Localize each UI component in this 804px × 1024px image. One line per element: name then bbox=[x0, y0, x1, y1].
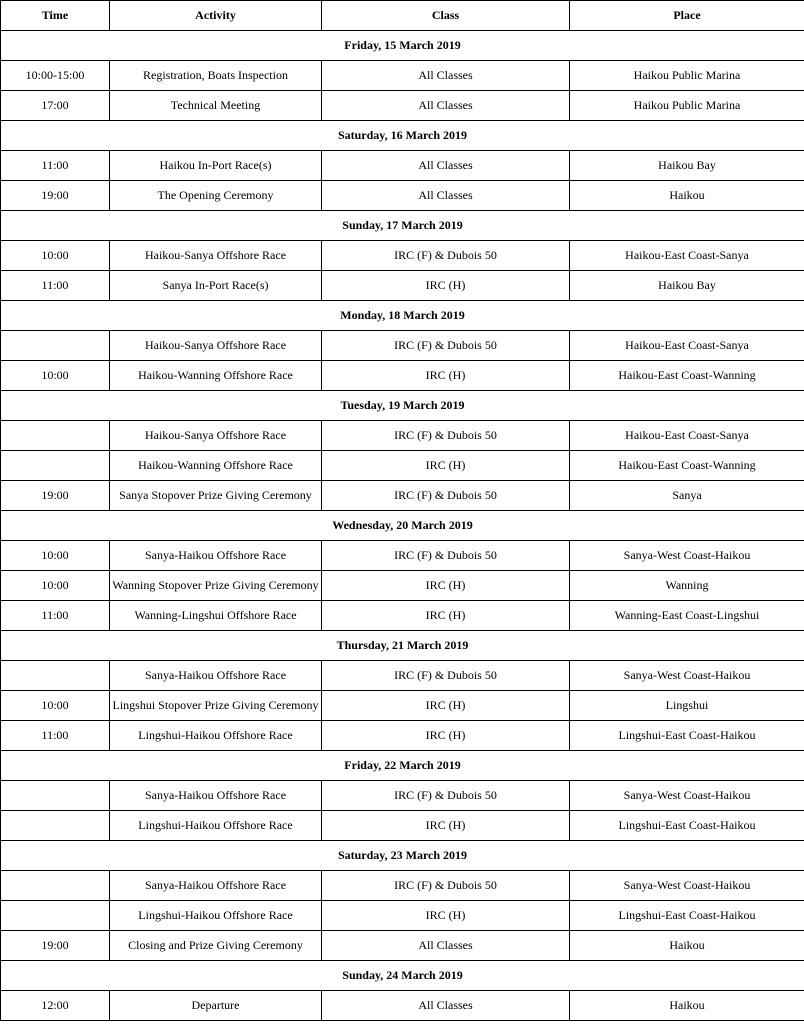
activity-cell: Haikou-Sanya Offshore Race bbox=[110, 331, 322, 361]
place-cell: Haikou Public Marina bbox=[570, 91, 804, 121]
place-cell: Haikou-East Coast-Sanya bbox=[570, 421, 804, 451]
class-cell: IRC (F) & Dubois 50 bbox=[322, 331, 570, 361]
class-cell: IRC (F) & Dubois 50 bbox=[322, 661, 570, 691]
time-cell: 19:00 bbox=[1, 181, 110, 211]
activity-cell: Sanya-Haikou Offshore Race bbox=[110, 871, 322, 901]
place-cell: Haikou Bay bbox=[570, 151, 804, 181]
header-place: Place bbox=[570, 1, 804, 31]
day-heading: Saturday, 23 March 2019 bbox=[1, 841, 804, 871]
schedule-row bbox=[1, 241, 804, 271]
activity-cell: Sanya-Haikou Offshore Race bbox=[110, 541, 322, 571]
schedule-row bbox=[1, 871, 804, 901]
activity-cell: Departure bbox=[110, 991, 322, 1021]
date-row bbox=[1, 31, 804, 61]
schedule-body bbox=[1, 31, 804, 1021]
activity-cell: Registration, Boats Inspection bbox=[110, 61, 322, 91]
header-class: Class bbox=[322, 1, 570, 31]
day-heading: Thursday, 21 March 2019 bbox=[1, 631, 804, 661]
class-cell: IRC (H) bbox=[322, 691, 570, 721]
place-cell: Lingshui bbox=[570, 691, 804, 721]
class-cell: IRC (H) bbox=[322, 601, 570, 631]
class-cell: IRC (H) bbox=[322, 271, 570, 301]
place-cell: Lingshui-East Coast-Haikou bbox=[570, 721, 804, 751]
schedule-row bbox=[1, 901, 804, 931]
schedule-row bbox=[1, 661, 804, 691]
schedule-row bbox=[1, 361, 804, 391]
place-cell: Sanya-West Coast-Haikou bbox=[570, 661, 804, 691]
activity-cell: The Opening Ceremony bbox=[110, 181, 322, 211]
day-heading: Saturday, 16 March 2019 bbox=[1, 121, 804, 151]
class-cell: IRC (H) bbox=[322, 571, 570, 601]
schedule-row bbox=[1, 151, 804, 181]
header-time: Time bbox=[1, 1, 110, 31]
time-cell bbox=[1, 421, 110, 451]
schedule-row bbox=[1, 61, 804, 91]
activity-cell: Lingshui-Haikou Offshore Race bbox=[110, 901, 322, 931]
class-cell: IRC (H) bbox=[322, 811, 570, 841]
activity-cell: Sanya Stopover Prize Giving Ceremony bbox=[110, 481, 322, 511]
class-cell: All Classes bbox=[322, 91, 570, 121]
time-cell bbox=[1, 451, 110, 481]
time-cell: 19:00 bbox=[1, 481, 110, 511]
date-row bbox=[1, 391, 804, 421]
time-cell bbox=[1, 781, 110, 811]
class-cell: IRC (F) & Dubois 50 bbox=[322, 481, 570, 511]
place-cell: Sanya bbox=[570, 481, 804, 511]
activity-cell: Haikou-Sanya Offshore Race bbox=[110, 241, 322, 271]
place-cell: Haikou Bay bbox=[570, 271, 804, 301]
class-cell: IRC (H) bbox=[322, 901, 570, 931]
date-row bbox=[1, 511, 804, 541]
class-cell: All Classes bbox=[322, 151, 570, 181]
activity-cell: Lingshui-Haikou Offshore Race bbox=[110, 811, 322, 841]
activity-cell: Lingshui Stopover Prize Giving Ceremony bbox=[110, 691, 322, 721]
time-cell: 10:00 bbox=[1, 241, 110, 271]
time-cell: 10:00 bbox=[1, 571, 110, 601]
place-cell: Haikou-East Coast-Wanning bbox=[570, 361, 804, 391]
day-heading: Monday, 18 March 2019 bbox=[1, 301, 804, 331]
schedule-row bbox=[1, 781, 804, 811]
activity-cell: Sanya-Haikou Offshore Race bbox=[110, 661, 322, 691]
place-cell: Wanning-East Coast-Lingshui bbox=[570, 601, 804, 631]
schedule-row bbox=[1, 721, 804, 751]
time-cell bbox=[1, 331, 110, 361]
schedule-row bbox=[1, 421, 804, 451]
time-cell bbox=[1, 871, 110, 901]
day-heading: Tuesday, 19 March 2019 bbox=[1, 391, 804, 421]
place-cell: Lingshui-East Coast-Haikou bbox=[570, 811, 804, 841]
time-cell: 11:00 bbox=[1, 271, 110, 301]
schedule-header bbox=[1, 1, 804, 31]
time-cell: 12:00 bbox=[1, 991, 110, 1021]
day-heading: Sunday, 24 March 2019 bbox=[1, 961, 804, 991]
date-row bbox=[1, 121, 804, 151]
place-cell: Haikou bbox=[570, 931, 804, 961]
time-cell: 17:00 bbox=[1, 91, 110, 121]
time-cell: 11:00 bbox=[1, 151, 110, 181]
schedule-row bbox=[1, 601, 804, 631]
schedule-row bbox=[1, 271, 804, 301]
class-cell: All Classes bbox=[322, 61, 570, 91]
class-cell: IRC (H) bbox=[322, 721, 570, 751]
place-cell: Wanning bbox=[570, 571, 804, 601]
schedule-row bbox=[1, 541, 804, 571]
place-cell: Haikou Public Marina bbox=[570, 61, 804, 91]
activity-cell: Haikou In-Port Race(s) bbox=[110, 151, 322, 181]
class-cell: All Classes bbox=[322, 931, 570, 961]
schedule-row bbox=[1, 991, 804, 1021]
class-cell: All Classes bbox=[322, 991, 570, 1021]
date-row bbox=[1, 961, 804, 991]
activity-cell: Sanya-Haikou Offshore Race bbox=[110, 781, 322, 811]
class-cell: All Classes bbox=[322, 181, 570, 211]
activity-cell: Wanning Stopover Prize Giving Ceremony bbox=[110, 571, 322, 601]
time-cell bbox=[1, 661, 110, 691]
time-cell: 11:00 bbox=[1, 601, 110, 631]
place-cell: Haikou-East Coast-Sanya bbox=[570, 241, 804, 271]
date-row bbox=[1, 301, 804, 331]
class-cell: IRC (F) & Dubois 50 bbox=[322, 241, 570, 271]
time-cell: 10:00 bbox=[1, 691, 110, 721]
time-cell: 19:00 bbox=[1, 931, 110, 961]
day-heading: Friday, 15 March 2019 bbox=[1, 31, 804, 61]
time-cell bbox=[1, 901, 110, 931]
place-cell: Lingshui-East Coast-Haikou bbox=[570, 901, 804, 931]
header-activity: Activity bbox=[110, 1, 322, 31]
place-cell: Sanya-West Coast-Haikou bbox=[570, 871, 804, 901]
activity-cell: Lingshui-Haikou Offshore Race bbox=[110, 721, 322, 751]
schedule-row bbox=[1, 181, 804, 211]
activity-cell: Haikou-Wanning Offshore Race bbox=[110, 361, 322, 391]
class-cell: IRC (H) bbox=[322, 451, 570, 481]
class-cell: IRC (F) & Dubois 50 bbox=[322, 541, 570, 571]
time-cell: 11:00 bbox=[1, 721, 110, 751]
time-cell: 10:00-15:00 bbox=[1, 61, 110, 91]
time-cell: 10:00 bbox=[1, 361, 110, 391]
schedule-row bbox=[1, 331, 804, 361]
place-cell: Sanya-West Coast-Haikou bbox=[570, 781, 804, 811]
activity-cell: Closing and Prize Giving Ceremony bbox=[110, 931, 322, 961]
activity-cell: Sanya In-Port Race(s) bbox=[110, 271, 322, 301]
place-cell: Haikou-East Coast-Wanning bbox=[570, 451, 804, 481]
activity-cell: Haikou-Wanning Offshore Race bbox=[110, 451, 322, 481]
date-row bbox=[1, 211, 804, 241]
activity-cell: Haikou-Sanya Offshore Race bbox=[110, 421, 322, 451]
schedule-row bbox=[1, 811, 804, 841]
place-cell: Haikou-East Coast-Sanya bbox=[570, 331, 804, 361]
date-row bbox=[1, 631, 804, 661]
schedule-row bbox=[1, 691, 804, 721]
place-cell: Sanya-West Coast-Haikou bbox=[570, 541, 804, 571]
activity-cell: Technical Meeting bbox=[110, 91, 322, 121]
class-cell: IRC (F) & Dubois 50 bbox=[322, 871, 570, 901]
class-cell: IRC (F) & Dubois 50 bbox=[322, 781, 570, 811]
time-cell bbox=[1, 811, 110, 841]
day-heading: Friday, 22 March 2019 bbox=[1, 751, 804, 781]
class-cell: IRC (F) & Dubois 50 bbox=[322, 421, 570, 451]
activity-cell: Wanning-Lingshui Offshore Race bbox=[110, 601, 322, 631]
date-row bbox=[1, 841, 804, 871]
day-heading: Wednesday, 20 March 2019 bbox=[1, 511, 804, 541]
schedule-row bbox=[1, 931, 804, 961]
schedule-row bbox=[1, 571, 804, 601]
class-cell: IRC (H) bbox=[322, 361, 570, 391]
header-row bbox=[1, 1, 804, 31]
date-row bbox=[1, 751, 804, 781]
schedule-row bbox=[1, 451, 804, 481]
time-cell: 10:00 bbox=[1, 541, 110, 571]
place-cell: Haikou bbox=[570, 181, 804, 211]
day-heading: Sunday, 17 March 2019 bbox=[1, 211, 804, 241]
schedule-row bbox=[1, 481, 804, 511]
schedule-row bbox=[1, 91, 804, 121]
place-cell: Haikou bbox=[570, 991, 804, 1021]
